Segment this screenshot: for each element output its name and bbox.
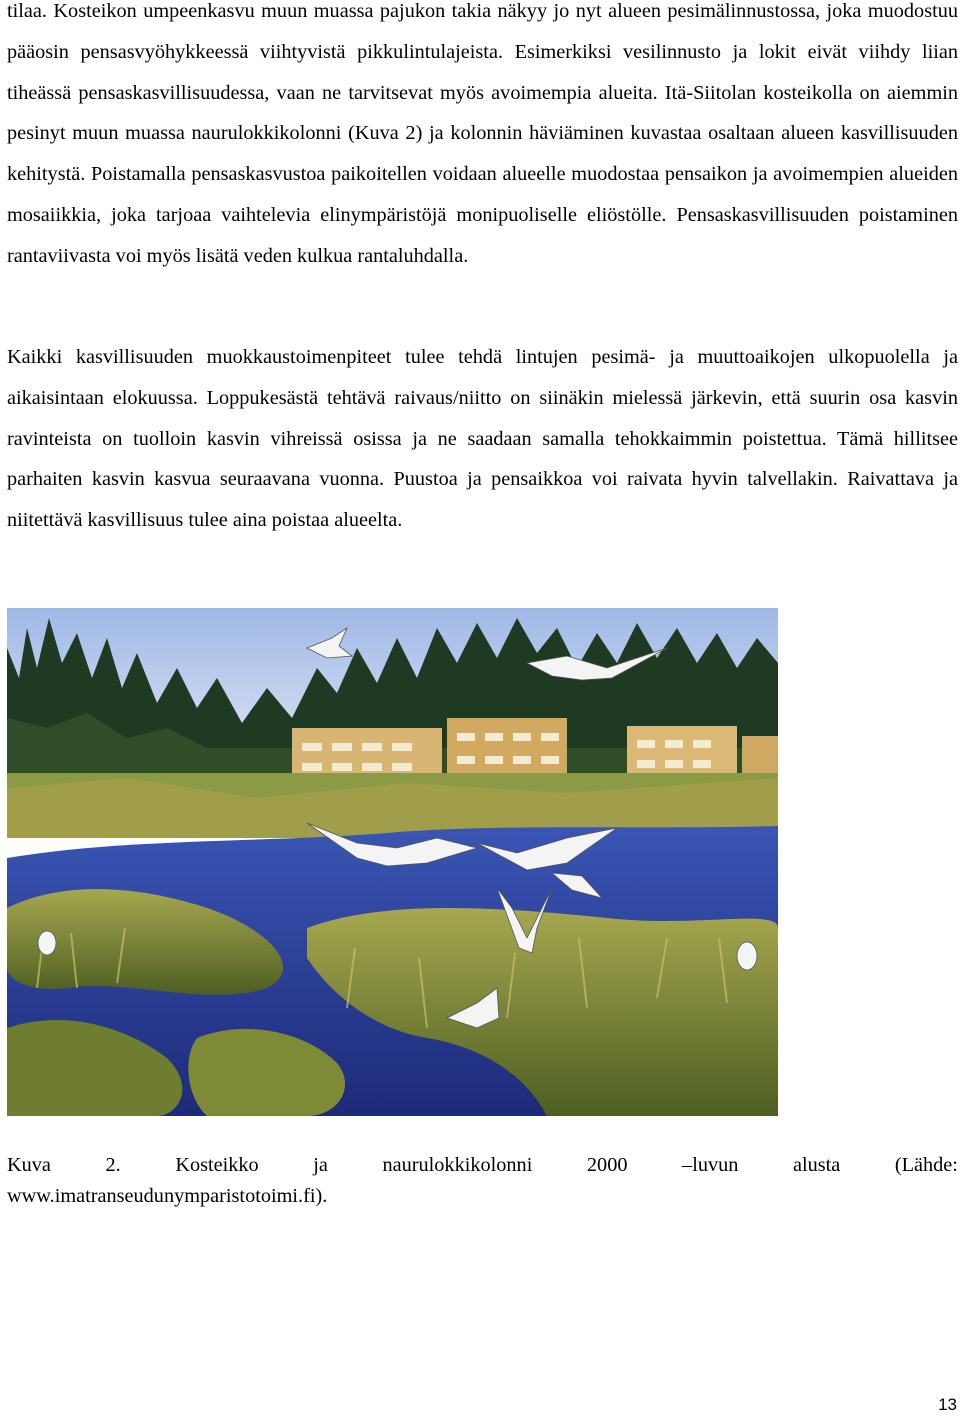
- caption-word: 2.: [105, 1154, 121, 1176]
- caption-word: –luvun: [682, 1154, 739, 1176]
- caption-word: 2000: [586, 1154, 628, 1176]
- caption-source-link[interactable]: www.imatranseudunymparistotoimi.fi).: [7, 1185, 328, 1207]
- page-number: 13: [938, 1395, 957, 1414]
- caption-word: alusta: [792, 1154, 841, 1176]
- caption-line-1: [7, 1150, 958, 1181]
- body-paragraph-1: tilaa. Kosteikon umpeenkasvu muun muassa pajukon takia näkyy jo nyt alueen pesimälinnustossa, joka muodostuu pääosin pensasvyöhykkeessä viihtyvistä pikkulintulajeista. Esimerkiksi vesilinnusto ja lokit eivät viihdy liian tiheässä pensaskasvillisuudessa, vaan ne tarvitsevat myös avoimempia alueita. Itä-Siitolan kosteikolla on aiemmin pesinyt muun muassa naurulokkikolonni (Kuva 2) ja kolonnin häviäminen kuvastaa osaltaan alueen kasvillisuuden kehitystä. Poistamalla pensaskasvustoa paikoitellen voidaan alueelle muodostaa pensaikon ja avoimempien alueiden mosaiikkia, joka tarjoaa vaihtelevia elinympäristöjä monipuoliselle eliöstölle. Pensaskasvillisuuden poistaminen rantaviivasta voi myös lisätä veden kulkua rantaluhdalla.: [7, 0, 958, 267]
- caption-word: Kuva: [7, 1154, 51, 1176]
- figure-caption: [7, 1150, 958, 1212]
- caption-word: Kosteikko: [175, 1154, 259, 1176]
- caption-word: (Lähde:: [894, 1154, 958, 1176]
- caption-word: naurulokkikolonni: [382, 1154, 533, 1176]
- body-paragraph-2: Kaikki kasvillisuuden muokkaustoimenpiteet tulee tehdä lintujen pesimä- ja muuttoaikojen ulkopuolella ja aikaisintaan elokuussa. Loppukesästä tehtävä raivaus/niitto on siinäkin mielessä järkevin, että suurin osa kasvin ravinteista on tuolloin kasvin vihreissä osissa ja ne saadaan samalla tehokkaimmin poistettua. Tämä hillitsee parhaiten kasvin kasvua seuraavana vuonna. Puustoa ja pensaikkoa voi raivata hyvin talvellakin. Raivattava ja niitettävä kasvillisuus tulee aina poistaa alueelta.: [7, 346, 958, 532]
- caption-word: ja: [313, 1154, 328, 1176]
- wetland-gull-colony-photo: [7, 608, 778, 1116]
